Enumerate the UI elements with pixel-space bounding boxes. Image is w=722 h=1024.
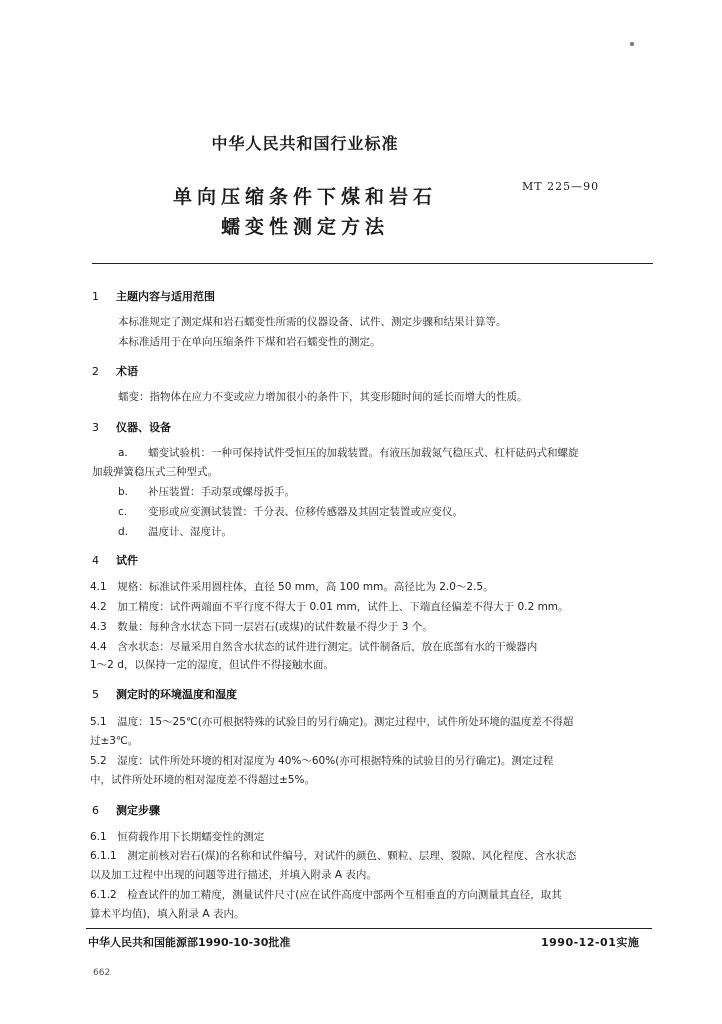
- document-title-line-1: 单向压缩条件下煤和岩石: [172, 186, 437, 208]
- section-number: 5: [92, 688, 99, 701]
- clause-5-1-continued: 过±3℃。: [90, 735, 139, 747]
- section-2-heading: [92, 363, 138, 379]
- section-title: 主题内容与适用范围: [116, 290, 215, 303]
- header-divider: [92, 263, 653, 264]
- clause-4-3: 4.3 数量：每种含水状态下同一层岩石(或煤)的试件数量不得少于 3 个。: [90, 621, 433, 633]
- list-item-a-continued: 加载弹簧稳压式三种型式。: [92, 466, 218, 478]
- list-label: c.: [118, 506, 128, 518]
- clause-6-1-1-continued: 以及加工过程中出现的问题等进行描述，并填入附录 A 表内。: [90, 869, 377, 881]
- standard-code: MT 225—90: [522, 180, 600, 193]
- list-label: b.: [118, 486, 129, 498]
- section-number: 4: [92, 554, 99, 567]
- clause-4-1: 4.1 规格：标准试件采用圆柱体，直径 50 mm，高 100 mm。高径比为 2.0～2.5。: [90, 581, 494, 593]
- list-text: 补压装置：手动泵或螺母扳手。: [148, 486, 295, 498]
- section-title: 术语: [116, 365, 138, 378]
- list-item-b: [118, 483, 295, 501]
- clause-6-1-2-continued: 算术平均值)，填入附录 A 表内。: [90, 908, 245, 920]
- clause-4-4: 4.4 含水状态：尽量采用自然含水状态的试件进行测定。试件制备后，放在底部有水的干燥器内: [90, 641, 538, 653]
- list-item-c: [118, 503, 463, 521]
- issuing-organization: 中华人民共和国行业标准: [211, 134, 399, 153]
- section-1-heading: [92, 288, 215, 304]
- list-text: 蠕变试验机：一种可保持试件受恒压的加载装置。有液压加载氮气稳压式、杠杆砝码式和螺旋: [148, 447, 579, 459]
- clause-5-2-continued: 中，试件所处环境的相对湿度差不得超过±5%。: [90, 774, 315, 786]
- clause-6-1: 6.1 恒荷载作用下长期蠕变性的测定: [90, 831, 265, 843]
- section-number: 3: [92, 421, 99, 434]
- list-label: a.: [118, 447, 128, 459]
- paragraph: 本标准规定了测定煤和岩石蠕变性所需的仪器设备、试件、测定步骤和结果计算等。: [118, 316, 507, 328]
- section-title: 测定步骤: [116, 804, 160, 817]
- scan-speck: [630, 42, 634, 46]
- clause-6-1-2: 6.1.2 检查试件的加工精度，测量试件尺寸(应在试件高度中部两个互相垂直的方向测量其直径，取其: [90, 889, 562, 901]
- document-title-line-2: 蠕变性测定方法: [220, 216, 389, 238]
- list-text: 温度计、湿度计。: [148, 526, 232, 538]
- section-6-heading: [92, 802, 160, 818]
- page-number: 662: [93, 968, 111, 978]
- section-5-heading: [92, 686, 237, 702]
- section-number: 1: [92, 290, 99, 303]
- clause-4-2: 4.2 加工精度：试件两端面不平行度不得大于 0.01 mm，试件上、下端直径偏差不得大于 0.2 mm。: [90, 601, 569, 613]
- section-title: 仪器、设备: [116, 421, 171, 434]
- section-number: 6: [92, 804, 99, 817]
- implementation-date: 1990-12-01实施: [541, 936, 640, 949]
- section-title: 试件: [116, 554, 138, 567]
- clause-4-4-continued: 1～2 d，以保持一定的湿度，但试件不得接触水面。: [90, 659, 334, 671]
- clause-5-1: 5.1 温度：15～25℃(亦可根据特殊的试验目的另行确定)。测定过程中，试件所处环境的温度差不得超: [90, 716, 574, 728]
- list-label: d.: [118, 526, 129, 538]
- clause-6-1-1: 6.1.1 测定前核对岩石(煤)的名称和试件编号，对试件的颜色、颗粒、层理、裂隙、风化程度、含水状态: [90, 850, 577, 862]
- list-item-d: [118, 523, 232, 541]
- section-number: 2: [92, 365, 99, 378]
- section-3-heading: [92, 419, 171, 435]
- section-4-heading: [92, 552, 138, 568]
- footer-divider: [86, 928, 652, 929]
- paragraph: 蠕变：指物体在应力不变或应力增加很小的条件下，其变形随时间的延长而增大的性质。: [118, 391, 528, 403]
- clause-5-2: 5.2 湿度：试件所处环境的相对湿度为 40%～60%(亦可根据特殊的试验目的另行确定)。测定过程: [90, 755, 554, 767]
- list-text: 变形或应变测试装置：千分表、位移传感器及其固定装置或应变仪。: [148, 506, 463, 518]
- approval-line: 中华人民共和国能源部1990-10-30批准: [88, 936, 291, 949]
- section-title: 测定时的环境温度和湿度: [116, 688, 237, 701]
- paragraph: 本标准适用于在单向压缩条件下煤和岩石蠕变性的测定。: [118, 336, 381, 348]
- list-item-a: [118, 444, 579, 462]
